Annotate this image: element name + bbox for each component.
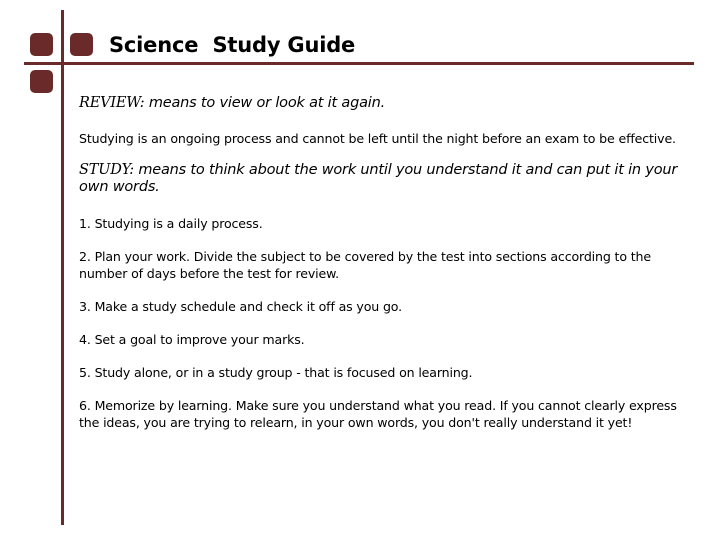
review-term: REVIEW: xyxy=(79,95,145,111)
decorative-square-top-right xyxy=(70,33,93,56)
review-definition xyxy=(79,95,699,112)
study-term: STUDY: xyxy=(79,162,134,178)
tip-item: 2. Plan your work. Divide the subject to be covered by the test into sections according to the number of days before the test for review. xyxy=(79,249,651,281)
page-title: Science Study Guide xyxy=(109,33,356,57)
document-body xyxy=(79,95,699,431)
study-definition xyxy=(79,162,694,196)
vertical-rule xyxy=(61,10,64,525)
tip-item: 1. Studying is a daily process. xyxy=(79,216,263,231)
study-definition-text: means to think about the work until you understand it and can put it in your own words. xyxy=(79,162,678,195)
tip-item: 6. Memorize by learning. Make sure you understand what you read. If you cannot clearly express the ideas, you are trying to relearn, in your own words, you don't really understand it yet! xyxy=(79,398,677,430)
horizontal-rule xyxy=(24,62,694,65)
decorative-square-bottom-left xyxy=(30,70,53,93)
review-definition-text: means to view or look at it again. xyxy=(144,95,386,111)
review-note: Studying is an ongoing process and cannot be left until the night before an exam to be effective. xyxy=(79,131,676,146)
decorative-square-top-left xyxy=(30,33,53,56)
tip-item: 5. Study alone, or in a study group - that is focused on learning. xyxy=(79,365,473,380)
tip-item: 4. Set a goal to improve your marks. xyxy=(79,332,305,347)
tip-item: 3. Make a study schedule and check it off as you go. xyxy=(79,299,402,314)
